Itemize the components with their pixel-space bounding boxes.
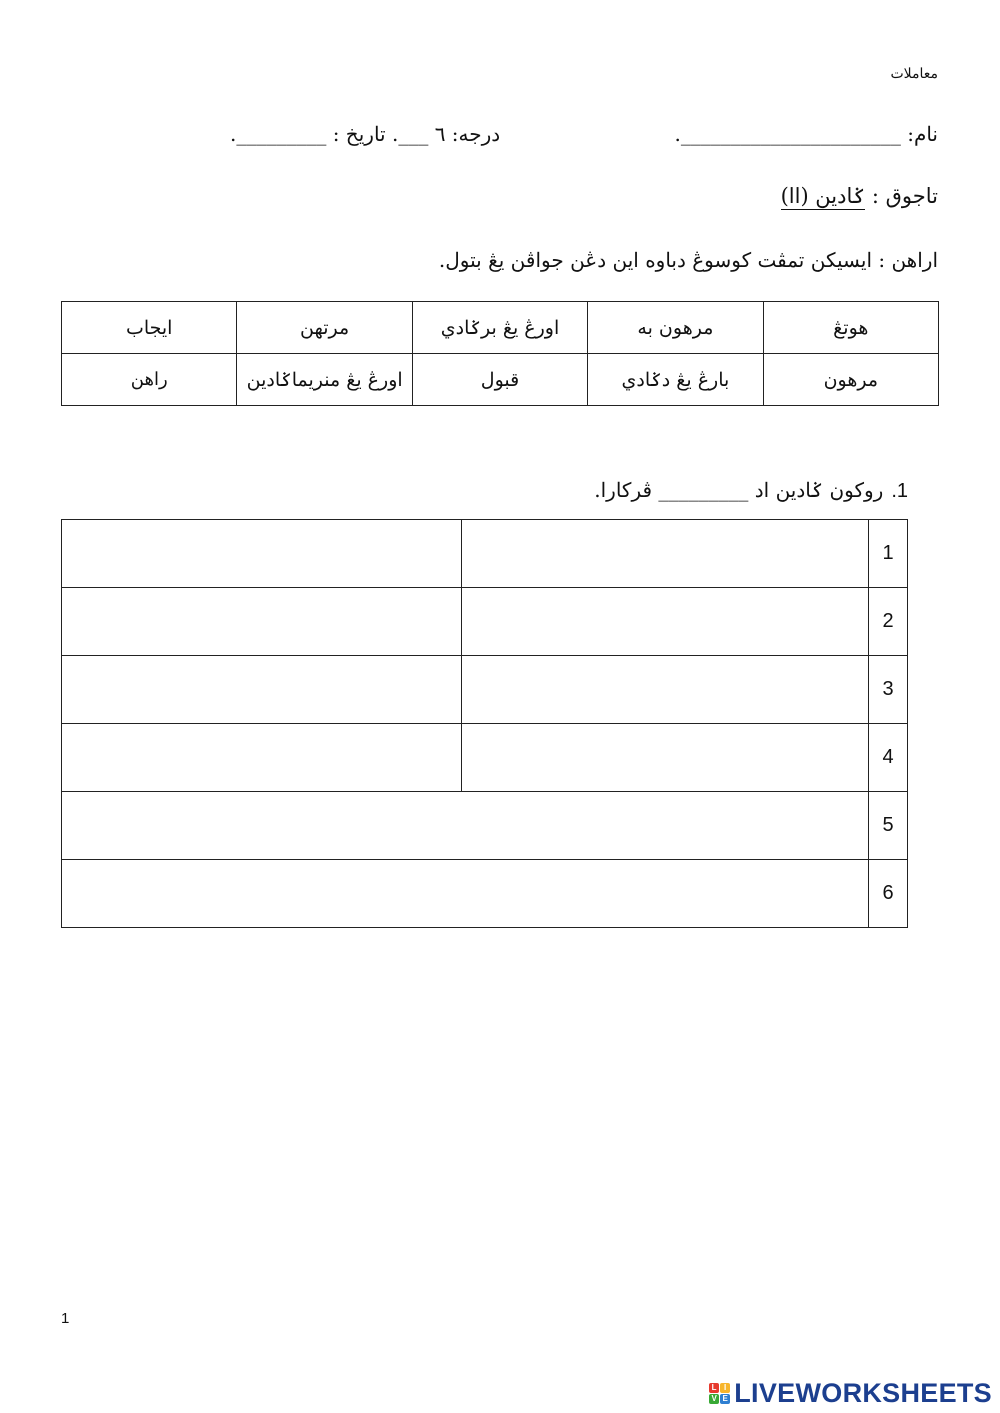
word-bank-cell: راهن <box>62 354 237 406</box>
answer-box[interactable] <box>62 860 869 928</box>
answer-box[interactable] <box>462 588 869 656</box>
word-bank-row <box>62 354 939 406</box>
answer-row <box>62 860 908 928</box>
live-block-l: L <box>709 1383 719 1393</box>
question-1 <box>594 478 908 503</box>
subject-label: معاملات <box>890 66 938 82</box>
liveworksheets-logo[interactable] <box>709 1378 992 1409</box>
answer-row <box>62 792 908 860</box>
answer-row <box>62 656 908 724</box>
row-number: 4 <box>869 724 908 792</box>
live-block-v: V <box>709 1394 719 1404</box>
word-bank-cell: مرتهن <box>237 302 412 354</box>
word-bank-cell: اورڠ يڠ برݢادي <box>412 302 587 354</box>
row-number: 1 <box>869 520 908 588</box>
topic-prefix: تاجوق : <box>865 184 938 208</box>
question-number: 1. <box>891 480 908 502</box>
answer-box[interactable] <box>462 724 869 792</box>
answer-box[interactable] <box>462 656 869 724</box>
name-field-line: نام: ______________________. <box>674 122 938 146</box>
word-bank-cell: ايجاب <box>62 302 237 354</box>
answer-row <box>62 724 908 792</box>
row-number: 2 <box>869 588 908 656</box>
answer-box[interactable] <box>62 588 462 656</box>
row-number: 6 <box>869 860 908 928</box>
word-bank-cell: مرهون <box>763 354 938 406</box>
live-blocks-icon <box>709 1383 730 1404</box>
instruction-text: اراهن : ايسيکن تمڤت کوسوڠ دباوه اين دڠن جواڤن يڠ بتول. <box>438 248 938 272</box>
word-bank-cell: مرهون به <box>588 302 763 354</box>
word-bank-cell: اورڠ يڠ منريماݢادين <box>237 354 412 406</box>
answer-row <box>62 588 908 656</box>
answer-box[interactable] <box>62 792 869 860</box>
topic-title: ݢادين (اا) <box>780 184 866 208</box>
page-number: 1 <box>61 1310 70 1327</box>
answer-table <box>61 519 908 928</box>
topic-heading <box>781 184 938 208</box>
word-bank-table <box>61 301 939 406</box>
answer-row <box>62 520 908 588</box>
word-bank-row <box>62 302 939 354</box>
grade-date-line: درجه: ٦ ___. تاريخ : _________. <box>230 122 501 146</box>
brand-name: LIVEWORKSHEETS <box>734 1378 992 1408</box>
row-number: 5 <box>869 792 908 860</box>
answer-box[interactable] <box>462 520 869 588</box>
answer-box[interactable] <box>62 656 462 724</box>
live-block-i: I <box>720 1383 730 1393</box>
word-bank-cell: بارڠ يڠ دݢادي <box>588 354 763 406</box>
answer-box[interactable] <box>62 520 462 588</box>
live-block-e: E <box>720 1394 730 1404</box>
row-number: 3 <box>869 656 908 724</box>
word-bank-cell: هوتڠ <box>763 302 938 354</box>
word-bank-cell: قبول <box>412 354 587 406</box>
question-text: روکون ݢادين اد _________ ڤرکارا. <box>594 478 884 502</box>
answer-box[interactable] <box>62 724 462 792</box>
